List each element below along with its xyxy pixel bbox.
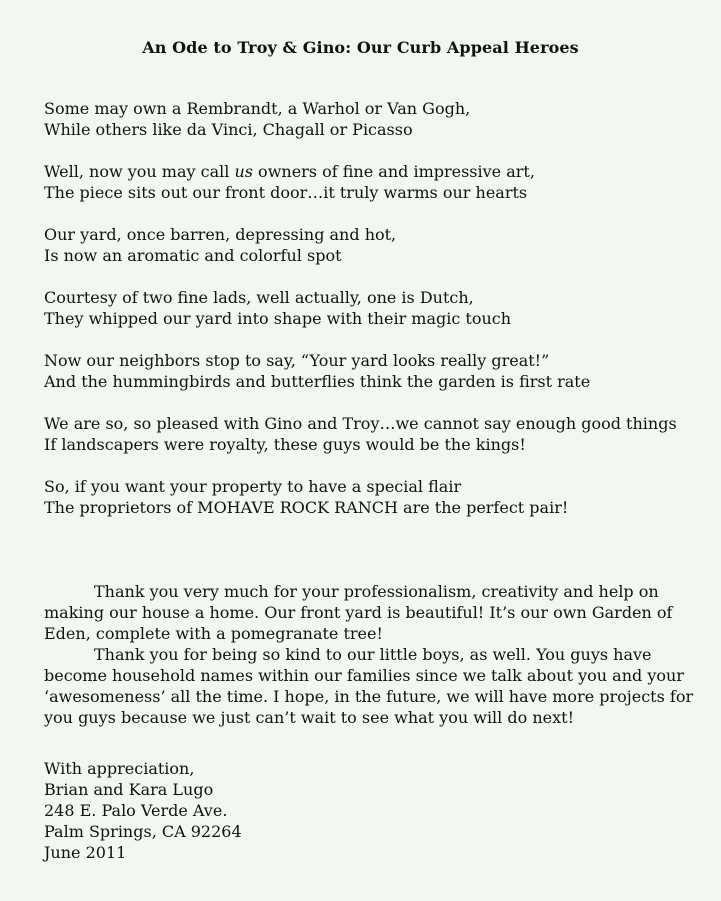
poem-line: Courtesy of two fine lads, well actually, one is Dutch, <box>44 288 474 307</box>
emphasized-word: us <box>234 162 253 181</box>
signer-names: Brian and Kara Lugo <box>44 780 214 799</box>
poem-stanza-2 <box>44 161 704 203</box>
document-title: An Ode to Troy & Gino: Our Curb Appeal Heroes <box>142 38 579 57</box>
poem-line: The piece sits out our front door…it truly warms our hearts <box>44 183 528 202</box>
signature-block <box>44 758 242 863</box>
poem-line: And the hummingbirds and butterflies think the garden is first rate <box>44 372 591 391</box>
letter-paragraph: Thank you very much for your professionalism, creativity and help on making our house a home. Our front yard is beautiful! It’s our own Garden of Eden, complete with a pomegranate tree! <box>44 582 673 643</box>
poem-line: Our yard, once barren, depressing and hot, <box>44 225 397 244</box>
city-state-zip: Palm Springs, CA 92264 <box>44 822 242 841</box>
poem-stanza-7 <box>44 476 704 518</box>
poem-line: Is now an aromatic and colorful spot <box>44 246 342 265</box>
letter-date: June 2011 <box>44 843 127 862</box>
poem-stanza-6 <box>44 413 704 455</box>
poem-line <box>44 161 704 182</box>
poem-line: Now our neighbors stop to say, “Your yard looks really great!” <box>44 351 550 370</box>
poem-line-part: Well, now you may call <box>44 162 235 181</box>
poem-line: Some may own a Rembrandt, a Warhol or Van Gogh, <box>44 99 471 118</box>
poem-stanza-5 <box>44 350 704 392</box>
poem-line: While others like da Vinci, Chagall or Picasso <box>44 120 413 139</box>
poem-line-part: owners of fine and impressive art, <box>252 162 535 181</box>
poem-line: We are so, so pleased with Gino and Troy…we cannot say enough good things <box>44 414 677 433</box>
poem-stanza-4 <box>44 287 704 329</box>
closing-line: With appreciation, <box>44 759 195 778</box>
letter-paragraph: Thank you for being so kind to our little boys, as well. You guys have become household names within our families since we talk about you and your ‘awesomeness’ all the time. I hope, in the future, we will have more projects for you guys because we just can’t wait to see what you will do next! <box>44 645 694 727</box>
thank-you-letter <box>44 581 694 728</box>
poem-stanza-3 <box>44 224 704 266</box>
street-address: 248 E. Palo Verde Ave. <box>44 801 228 820</box>
poem-line: The proprietors of MOHAVE ROCK RANCH are the perfect pair! <box>44 498 569 517</box>
poem-line: If landscapers were royalty, these guys would be the kings! <box>44 435 526 454</box>
poem-line: So, if you want your property to have a special flair <box>44 477 462 496</box>
poem-stanza-1 <box>44 98 704 140</box>
poem-line: They whipped our yard into shape with their magic touch <box>44 309 512 328</box>
poem <box>44 98 704 539</box>
